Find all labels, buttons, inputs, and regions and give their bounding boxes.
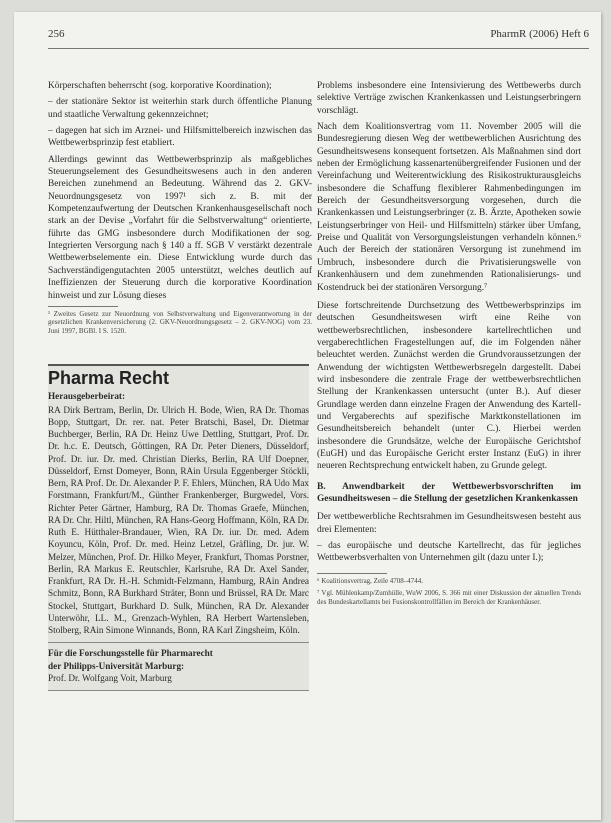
editors-list: RA Dirk Bertram, Berlin, Dr. Ulrich H. Bode, Wien, RA Dr. Thomas Bopp, Stuttgart, Dr. rer. nat. Peter Bratschi, Basel, Dr. Dietmar Buchberger, Berlin, RA Dr. Heinz Uwe Dettling, Stuttgart, Prof. Dr. Dr. h.c. E. Deutsch, Göttingen, RA Dr. Peter Dieners, Düsseldorf, Prof. Dr. iur. Dr. med. Christian Dierks, Berlin, RA Ulf Doepner, Düsseldorf, Ernst Domeyer, Bonn, RAin Ursula Eggenberger Stöckli, Bern, RA Prof. Dr. Dr. Alexander P. F. Ehlers, München, RA Udo Max Forstmann, Frankfurt/M., Günther Frankenberger, Burgwedel, Vors. Richter Peter Gärtner, Hamburg, RA Dr. Thomas Graefe, München, RA Dr. Chr. Hiltl, München, RA Hans-Georg Hoffmann, Köln, RA Dr. Ruth E. Hütthaler-Brandauer, Wien, RA Dr. iur. Dr. med. Adem Koyuncu, Köln, Prof. Dr. med. Heinz Letzel, Gräfling, Dr. jur. W. Melzer, München, Prof. Dr. Hilko Meyer, Frankfurt, Thomas Porstner, Berlin, RA Markus E. Reutschler, Karlsruhe, RA Dr. Axel Sander, Frankfurt, RA Dr. H.-H. Schmidt-Felzmann, Hamburg, RAin Andrea Schmitz, Bonn, RA Burkhard Sträter, Bonn und Brüssel, RA Dr. Marc Stockel, Stuttgart, Burkhard D. Sulk, München, RA Dr. Alexander Unterwöhr, LL. M., Grenzach-Wyhlen, RA Herbert Wartensleben, Stolberg, RAin Simone Winnands, Bonn, RA Karl Zingsheim, Köln. <box>48 404 309 635</box>
paragraph: Körperschaften beherrscht (sog. korporative Koordination); <box>48 81 272 91</box>
box-title: Pharma Recht <box>48 368 170 388</box>
pharma-recht-box <box>48 364 309 691</box>
document-page <box>14 12 601 820</box>
paragraph: Der wettbewerbliche Rechtsrahmen im Gesundheitswesen besteht aus drei Elementen: <box>317 512 581 535</box>
left-column <box>48 80 312 339</box>
right-column <box>317 80 581 610</box>
footnote: ¹ Zweites Gesetz zur Neuordnung von Selbstverwaltung und Eigenverantwortung in der gesetzlichen Krankenversicherung (2. GKV-Neuordnungsgesetz – 2. GKV-NOG) vom 23. Juni 1997, BGBl. I S. 1520. <box>48 309 312 335</box>
research-line: Für die Forschungsstelle für Pharmarecht <box>48 648 213 659</box>
section-heading: B. Anwendbarkeit der Wettbewerbsvorschriften im Gesundheitswesen – die Stellung der gesetzlichen Krankenkassen <box>317 481 581 504</box>
paragraph: – der stationäre Sektor ist weiterhin stark durch öffentliche Planung und staatliche Verwaltung gekennzeichnet; <box>48 97 312 120</box>
paragraph: – dagegen hat sich im Arznei- und Hilfsmittelbereich inzwischen das Wettbewerbsprinzip fest etabliert. <box>48 126 312 149</box>
footnote: ⁶ Koalitionsvertrag, Zeile 4708–4744. <box>317 576 424 585</box>
page-header <box>48 28 589 46</box>
paragraph: Diese fortschreitende Durchsetzung des Wettbewerbsprinzips im deutschen Gesundheitswesen wirft eine Reihe von wettbewerbsrechtlichen, insbesondere kartellrechtlichen und vergaberechtlichen Fragestellungen auf, die im Folgenden näher beleuchtet werden. Zunächst werden die Grundvoraussetzungen der Anwendung der wichtigsten Wettbewerbsregeln dargestellt. Dabei wird insbesondere die zentrale Frage der wettbewerbsrechtlichen Stellung der Krankenkassen untersucht (unter B.). Auf dieser Grundlage werden dann einzelne Fragen der Anwendung des Kartell- und Vergaberechts auf spezifische Marktkonstellationen im Gesundheitsbereich behandelt (unter C.). Hierbei werden insbesondere die Grundsätze, welche der Europäische Gerichtshof (EuGH) und das Europäische Gericht erster Instanz (EuG) in ihrer neueren Rechtsprechung entwickelt haben, zu Grunde gelegt. <box>317 300 581 472</box>
research-line: der Philipps-Universität Marburg: <box>48 660 185 671</box>
footnote-rule <box>48 306 118 307</box>
paragraph: Nach dem Koalitionsvertrag vom 11. November 2005 will die Bundesregierung diesen Weg der wettbewerblichen Ausrichtung des Gesundheitswesens konsequent fortsetzen. Als Maßnahmen sind dort neben der Ermöglichung kassenartenübergreifender Fusionen und der Vereinfachung und Weiterentwicklung des Risikostrukturausgleichs insbesondere die Schaffung flexiblerer Rahmenbedingungen im Bereich der Gesundheitsversorgung vorgesehen, durch die Krankenkassen und Leistungserbringer (z. B. Ärzte, Apotheken sowie Leistungserbringer von Heil- und Hilfsmitteln) stärker über Umfang, Preise und Qualität von Versorgungsleistungen verhandeln können.⁶ Auch der Bereich der stationären Versorgung ist zunehmend im Umbruch, insbesondere durch die Privatisierungswelle von Krankenhäusern und dem zunehmenden Rationalisierungs- und Kostendruck bei der stationären Versorgung.⁷ <box>317 122 581 293</box>
paragraph: Allerdings gewinnt das Wettbewerbsprinzip als maßgebliches Steuerungselement des Gesundheitswesens auch in den anderen Bereichen zunehmend an Bedeutung. Während das 2. GKV-Neuordnungsgesetz von 1997¹ sich z. B. mit der Kompetenzaufwertung der Deutschen Krankenhausgesellschaft noch stark an der Devise „Vorfahrt für die Selbstverwaltung“ orientierte, führte das GMG insbesondere durch Modifikationen der sog. Integrierten Versorgung nach § 140 a ff. SGB V verstärkt dezentrale Wettbewerbselemente ein. Diese Entwicklung wurde durch das Sachverständigengutachten 2005 unterstützt, welches deutlich auf Ineffizienzen der Steuerung durch die korporative Koordination hinweist und zur Lösung dieses <box>48 154 312 301</box>
footnote: ⁷ Vgl. Mühlenkamp/Zumhülle, WuW 2006, S. 366 mit einer Diskussion der aktuellen Trends des Bundeskartellamts bei Fusionskontrollfällen im Bereich der Krankenhäuser. <box>317 589 581 606</box>
footnotes-right <box>317 573 581 606</box>
paragraph: Problems insbesondere eine Intensivierung des Wettbewerbs durch selektive Verträge zwischen Krankenkassen und Leistungserbringern vorschlägt. <box>317 81 581 116</box>
page-number: 256 <box>48 28 65 40</box>
research-center <box>48 642 309 684</box>
header-rule <box>48 48 589 49</box>
editors-label: Herausgeberbeirat: <box>48 391 126 402</box>
journal-issue: PharmR (2006) Heft 6 <box>490 28 589 40</box>
paragraph: – das europäische und deutsche Kartellrecht, das für jegliches Wettbewerbsverhalten von Unternehmen gilt (dazu unter I.); <box>317 541 581 564</box>
footnote-rule <box>317 573 387 574</box>
research-line: Prof. Dr. Wolfgang Voit, Marburg <box>48 672 172 683</box>
